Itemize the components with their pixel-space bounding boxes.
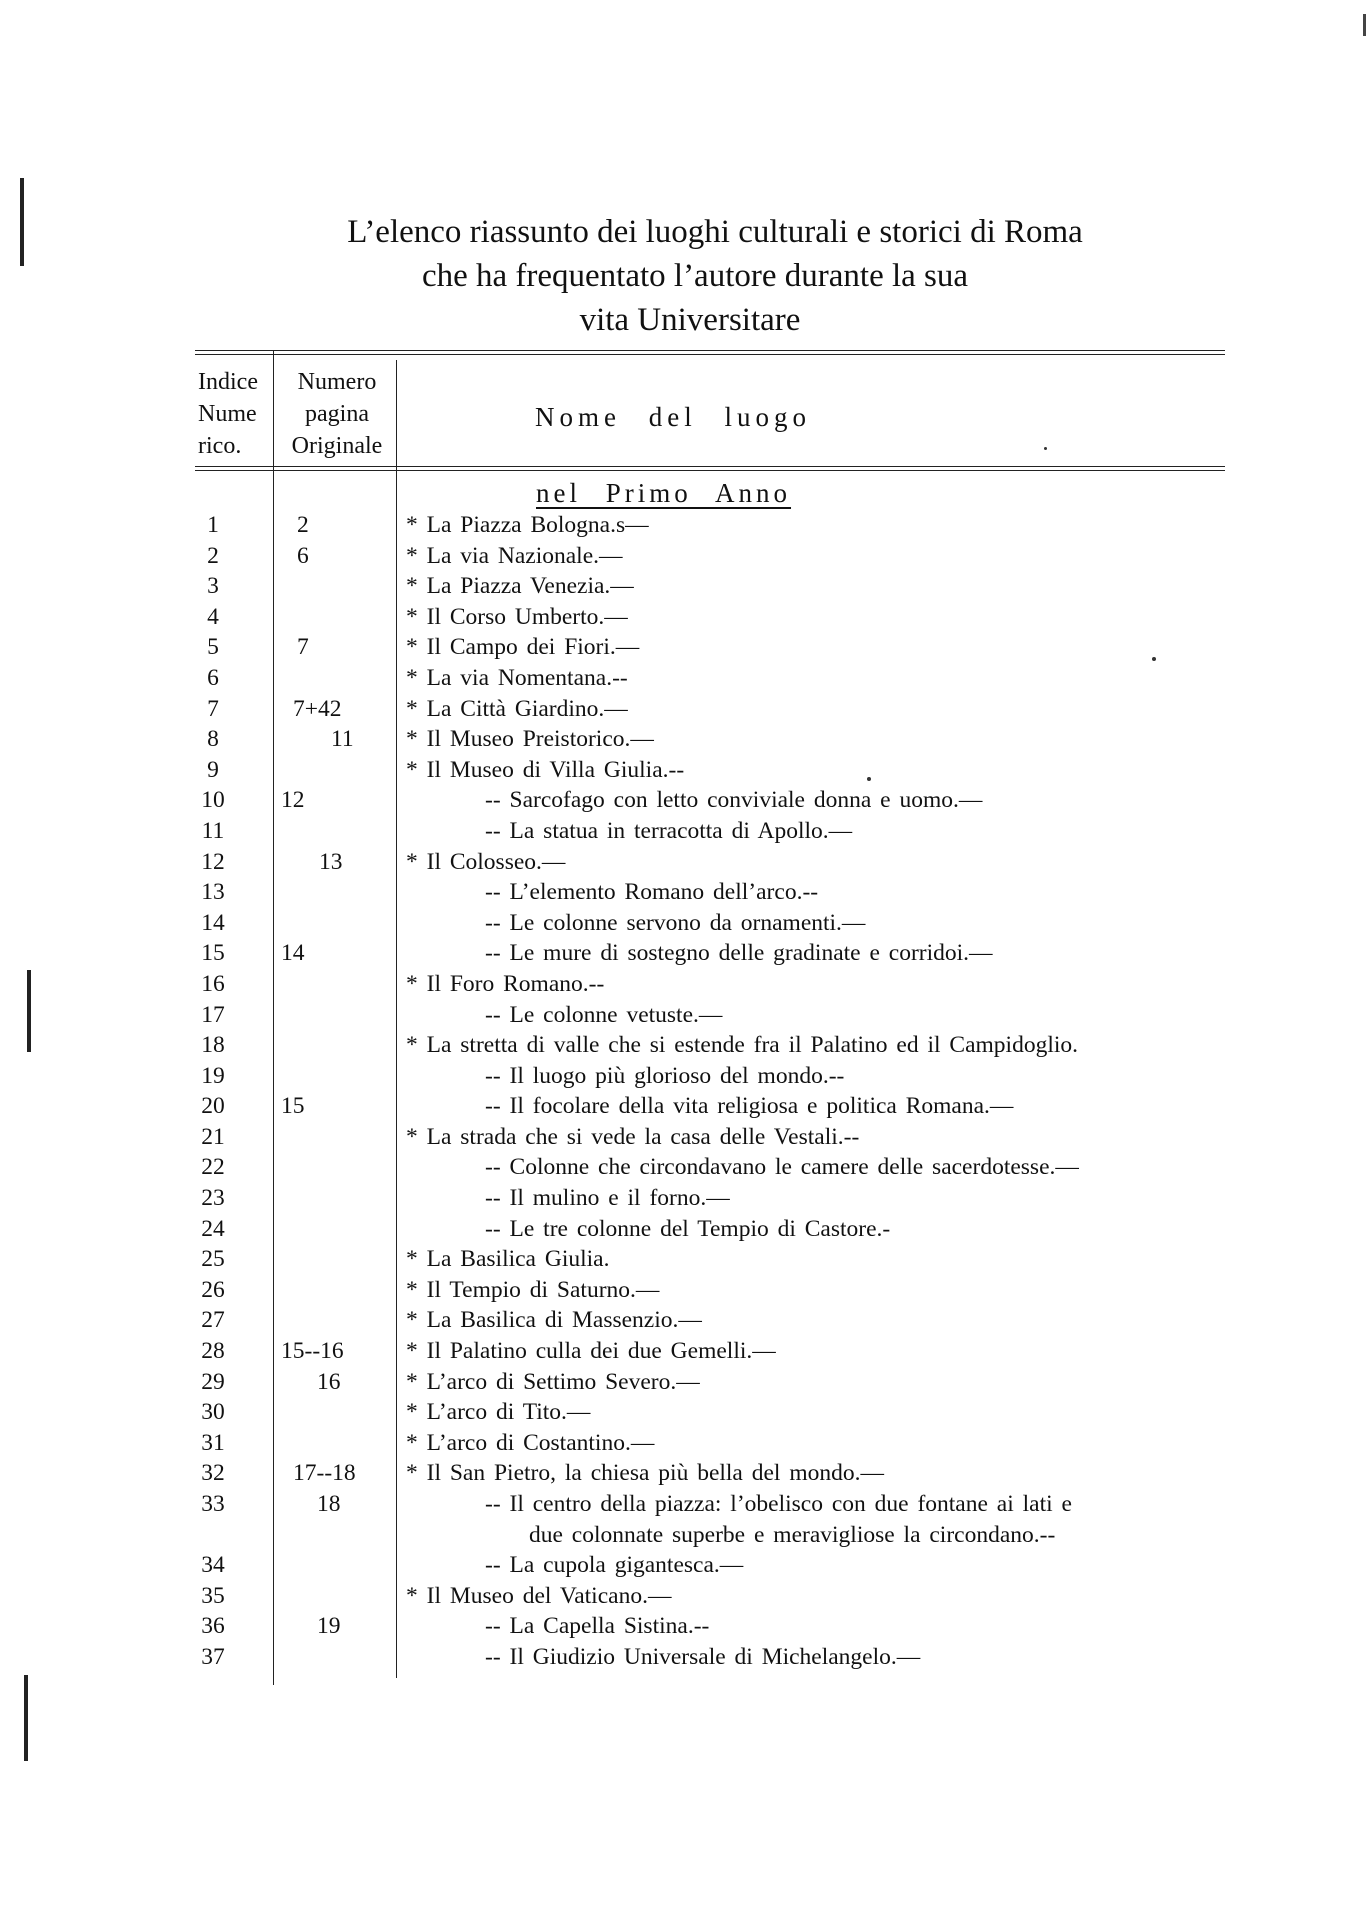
header-bottom-rule — [195, 466, 1225, 471]
place-name — [406, 694, 628, 725]
place-text: * La Piazza Venezia.— — [406, 573, 634, 600]
table-row — [0, 571, 1366, 602]
table-row — [0, 1489, 1366, 1550]
place-name — [406, 602, 628, 633]
row-page-number: 16 — [317, 1368, 341, 1395]
row-index: 18 — [201, 1032, 225, 1059]
place-text: * La Basilica Giulia. — [406, 1246, 610, 1273]
header-index-line: rico. — [198, 433, 242, 459]
row-page-number: 2 — [297, 512, 309, 538]
table-row — [0, 1152, 1366, 1183]
place-name — [406, 1030, 1078, 1061]
table-row — [0, 724, 1366, 755]
table-row — [0, 1091, 1366, 1122]
row-index: 37 — [201, 1643, 225, 1670]
place-text: -- La Capella Sistina.-- — [485, 1613, 710, 1640]
place-text: -- Le tre colonne del Tempio di Castore.- — [485, 1215, 891, 1242]
table-row — [0, 1030, 1366, 1061]
place-name — [406, 571, 634, 602]
table-row — [0, 1122, 1366, 1153]
table-row — [0, 908, 1366, 939]
table-row — [0, 632, 1366, 663]
table-row — [0, 1244, 1366, 1275]
place-text: * La stretta di valle che si estende fra il Palatino ed il Campidoglio. — [406, 1032, 1079, 1059]
place-text: -- Colonne che circondavano le camere delle sacerdotesse.— — [485, 1154, 1079, 1181]
row-index: 17 — [201, 1001, 225, 1028]
place-detail — [485, 877, 818, 908]
row-index: 10 — [201, 787, 225, 814]
place-name — [406, 1122, 859, 1153]
row-index: 30 — [201, 1399, 225, 1426]
place-detail — [485, 1061, 844, 1092]
place-name — [406, 1275, 659, 1306]
header-page-line: Numero — [297, 369, 377, 395]
title-line-1: L’elenco riassunto dei luoghi culturali e storici di Roma — [347, 214, 1083, 250]
row-index: 32 — [201, 1460, 225, 1487]
table-row — [0, 1061, 1366, 1092]
table-row — [0, 602, 1366, 633]
place-detail — [485, 1152, 1079, 1183]
row-index: 33 — [201, 1491, 225, 1517]
row-index: 4 — [207, 603, 219, 630]
place-text: * Il Palatino culla dei due Gemelli.— — [406, 1338, 776, 1365]
row-index: 12 — [201, 848, 225, 875]
table-row — [0, 969, 1366, 1000]
table-row — [0, 1458, 1366, 1489]
row-index: 31 — [201, 1429, 225, 1456]
table-row — [0, 1000, 1366, 1031]
place-text: * Il Colosseo.— — [406, 848, 566, 875]
place-text: * La strada che si vede la casa delle Vestali.-- — [406, 1123, 860, 1150]
row-page-number: 6 — [297, 542, 309, 569]
row-index: 6 — [207, 664, 219, 691]
place-detail — [485, 938, 993, 969]
section-title: nel Primo Anno — [536, 478, 792, 508]
row-index: 22 — [201, 1154, 225, 1181]
title-line-2: che ha frequentato l’autore durante la sua — [421, 258, 969, 294]
place-text: * Il Campo dei Fiori.— — [406, 634, 640, 661]
row-index: 5 — [207, 634, 219, 661]
row-page-number: 15 — [281, 1093, 305, 1120]
place-detail — [485, 1611, 709, 1642]
row-page-number: 14 — [281, 940, 305, 967]
table-body — [0, 510, 1366, 1673]
place-detail — [485, 1550, 743, 1581]
place-text: -- La statua in terracotta di Apollo.— — [485, 817, 853, 844]
place-detail — [485, 1642, 920, 1673]
table-row — [0, 1642, 1366, 1673]
row-index: 16 — [201, 970, 225, 997]
place-detail — [485, 1183, 730, 1214]
row-page-number: 7+42 — [293, 695, 342, 722]
table-row — [0, 510, 1366, 541]
place-text: * La via Nazionale.— — [406, 542, 623, 569]
row-index: 35 — [201, 1582, 225, 1609]
place-name — [406, 1397, 590, 1428]
place-name — [406, 1305, 702, 1336]
row-index: 8 — [207, 726, 219, 753]
row-index: 28 — [201, 1338, 225, 1365]
place-text: * Il Tempio di Saturno.— — [406, 1276, 660, 1303]
row-page-number: 11 — [331, 726, 354, 753]
place-detail — [485, 1000, 722, 1031]
row-index: 14 — [201, 909, 225, 936]
header-page-line: pagina — [305, 401, 369, 427]
row-page-number: 19 — [317, 1613, 341, 1640]
place-text: -- Le colonne vetuste.— — [485, 1001, 723, 1028]
place-text: * Il Foro Romano.-- — [406, 970, 605, 997]
header-index — [198, 366, 272, 462]
row-page-number: 17--18 — [293, 1460, 356, 1487]
table-row — [0, 1581, 1366, 1612]
place-text: * La Piazza Bologna.s— — [406, 512, 649, 538]
header-place-name: Nome del luogo — [535, 402, 811, 432]
place-name — [406, 510, 649, 541]
row-index: 19 — [201, 1062, 225, 1089]
row-index: 2 — [207, 542, 219, 569]
row-index: 27 — [201, 1307, 225, 1334]
header-page-line: Originale — [291, 433, 383, 459]
row-index: 13 — [201, 879, 225, 906]
table-row — [0, 1305, 1366, 1336]
row-index: 23 — [201, 1185, 225, 1212]
row-index: 7 — [207, 695, 219, 722]
place-text: * L’arco di Tito.— — [406, 1399, 591, 1426]
header-index-line: Nume — [198, 401, 257, 427]
row-page-number: 12 — [281, 787, 305, 814]
place-name — [406, 847, 565, 878]
row-page-number: 18 — [317, 1491, 341, 1517]
place-text: * Il Museo di Villa Giulia.-- — [406, 756, 685, 783]
table-row — [0, 1428, 1366, 1459]
table-row — [0, 1550, 1366, 1581]
place-name — [406, 1428, 654, 1459]
scan-speck — [1044, 447, 1047, 450]
row-index: 21 — [201, 1123, 225, 1150]
place-name — [406, 1336, 776, 1367]
table-row — [0, 1214, 1366, 1245]
place-text: -- Il centro della piazza: l’obelisco con due fontane ai lati e — [485, 1491, 1072, 1517]
row-index: 34 — [201, 1552, 225, 1579]
place-text: * L’arco di Costantino.— — [406, 1429, 655, 1456]
row-index: 1 — [207, 512, 219, 538]
place-text: -- L’elemento Romano dell’arco.-- — [485, 879, 819, 906]
place-name — [406, 1367, 700, 1398]
place-text: * Il Museo Preistorico.— — [406, 726, 654, 753]
place-text: * L’arco di Settimo Severo.— — [406, 1368, 700, 1395]
table-row — [0, 541, 1366, 572]
place-text: -- Il Giudizio Universale di Michelangelo.— — [485, 1643, 921, 1670]
row-index: 24 — [201, 1215, 225, 1242]
table-row — [0, 1397, 1366, 1428]
row-index: 25 — [201, 1246, 225, 1273]
table-row — [0, 694, 1366, 725]
place-text: -- Il luogo più glorioso del mondo.-- — [485, 1062, 845, 1089]
place-text: -- Sarcofago con letto conviviale donna e uomo.— — [485, 787, 983, 814]
place-detail — [485, 908, 865, 939]
place-detail — [485, 785, 982, 816]
row-index: 20 — [201, 1093, 225, 1120]
row-index: 9 — [207, 756, 219, 783]
place-text: * Il San Pietro, la chiesa più bella del mondo.— — [406, 1460, 884, 1487]
place-text: * La via Nomentana.-- — [406, 664, 628, 691]
table-row — [0, 755, 1366, 786]
place-detail — [485, 1091, 1013, 1122]
row-index: 3 — [207, 573, 219, 600]
place-text-continuation: due colonnate superbe e meravigliose la circondano.-- — [529, 1521, 1056, 1548]
table-row — [0, 1611, 1366, 1642]
table-row — [0, 877, 1366, 908]
scan-margin-mark — [24, 1675, 28, 1761]
place-text: * Il Museo del Vaticano.— — [406, 1582, 672, 1609]
place-text: * La Città Giardino.— — [406, 695, 628, 722]
table-row — [0, 847, 1366, 878]
place-text: * La Basilica di Massenzio.— — [406, 1307, 702, 1334]
place-name — [406, 663, 628, 694]
row-index: 29 — [201, 1368, 225, 1395]
place-detail — [485, 1214, 890, 1245]
row-page-number: 15--16 — [281, 1338, 344, 1365]
table-row — [0, 785, 1366, 816]
row-page-number: 7 — [297, 634, 309, 661]
row-index: 26 — [201, 1276, 225, 1303]
place-text: -- La cupola gigantesca.— — [485, 1552, 744, 1579]
place-name — [406, 1458, 884, 1489]
document-title — [150, 210, 1220, 342]
table-row — [0, 1367, 1366, 1398]
place-name — [406, 1581, 671, 1612]
table-row — [0, 663, 1366, 694]
row-index: 11 — [201, 817, 225, 844]
place-text: -- Le colonne servono da ornamenti.— — [485, 909, 866, 936]
place-detail — [485, 1489, 1072, 1550]
table-row — [0, 938, 1366, 969]
place-text: * Il Corso Umberto.— — [406, 603, 628, 630]
place-name — [406, 724, 654, 755]
table-row — [0, 1275, 1366, 1306]
row-index: 36 — [201, 1613, 225, 1640]
row-index: 15 — [201, 940, 225, 967]
scan-margin-mark — [20, 178, 24, 266]
place-text: -- Il focolare della vita religiosa e politica Romana.— — [485, 1093, 1014, 1120]
header-index-line: Indice — [198, 369, 258, 395]
place-detail — [485, 816, 852, 847]
place-text: -- Le mure di sostegno delle gradinate e corridoi.— — [485, 940, 993, 967]
place-name — [406, 969, 604, 1000]
title-line-3: vita Universitare — [579, 302, 801, 338]
header-page-number — [281, 366, 393, 462]
table-row — [0, 1183, 1366, 1214]
place-name — [406, 755, 684, 786]
table-row — [0, 1336, 1366, 1367]
table-top-rule — [195, 350, 1225, 355]
place-name — [406, 632, 639, 663]
place-name — [406, 1244, 609, 1275]
table-row — [0, 816, 1366, 847]
row-page-number: 13 — [319, 848, 343, 875]
place-name — [406, 541, 623, 572]
place-text: -- Il mulino e il forno.— — [485, 1185, 730, 1212]
